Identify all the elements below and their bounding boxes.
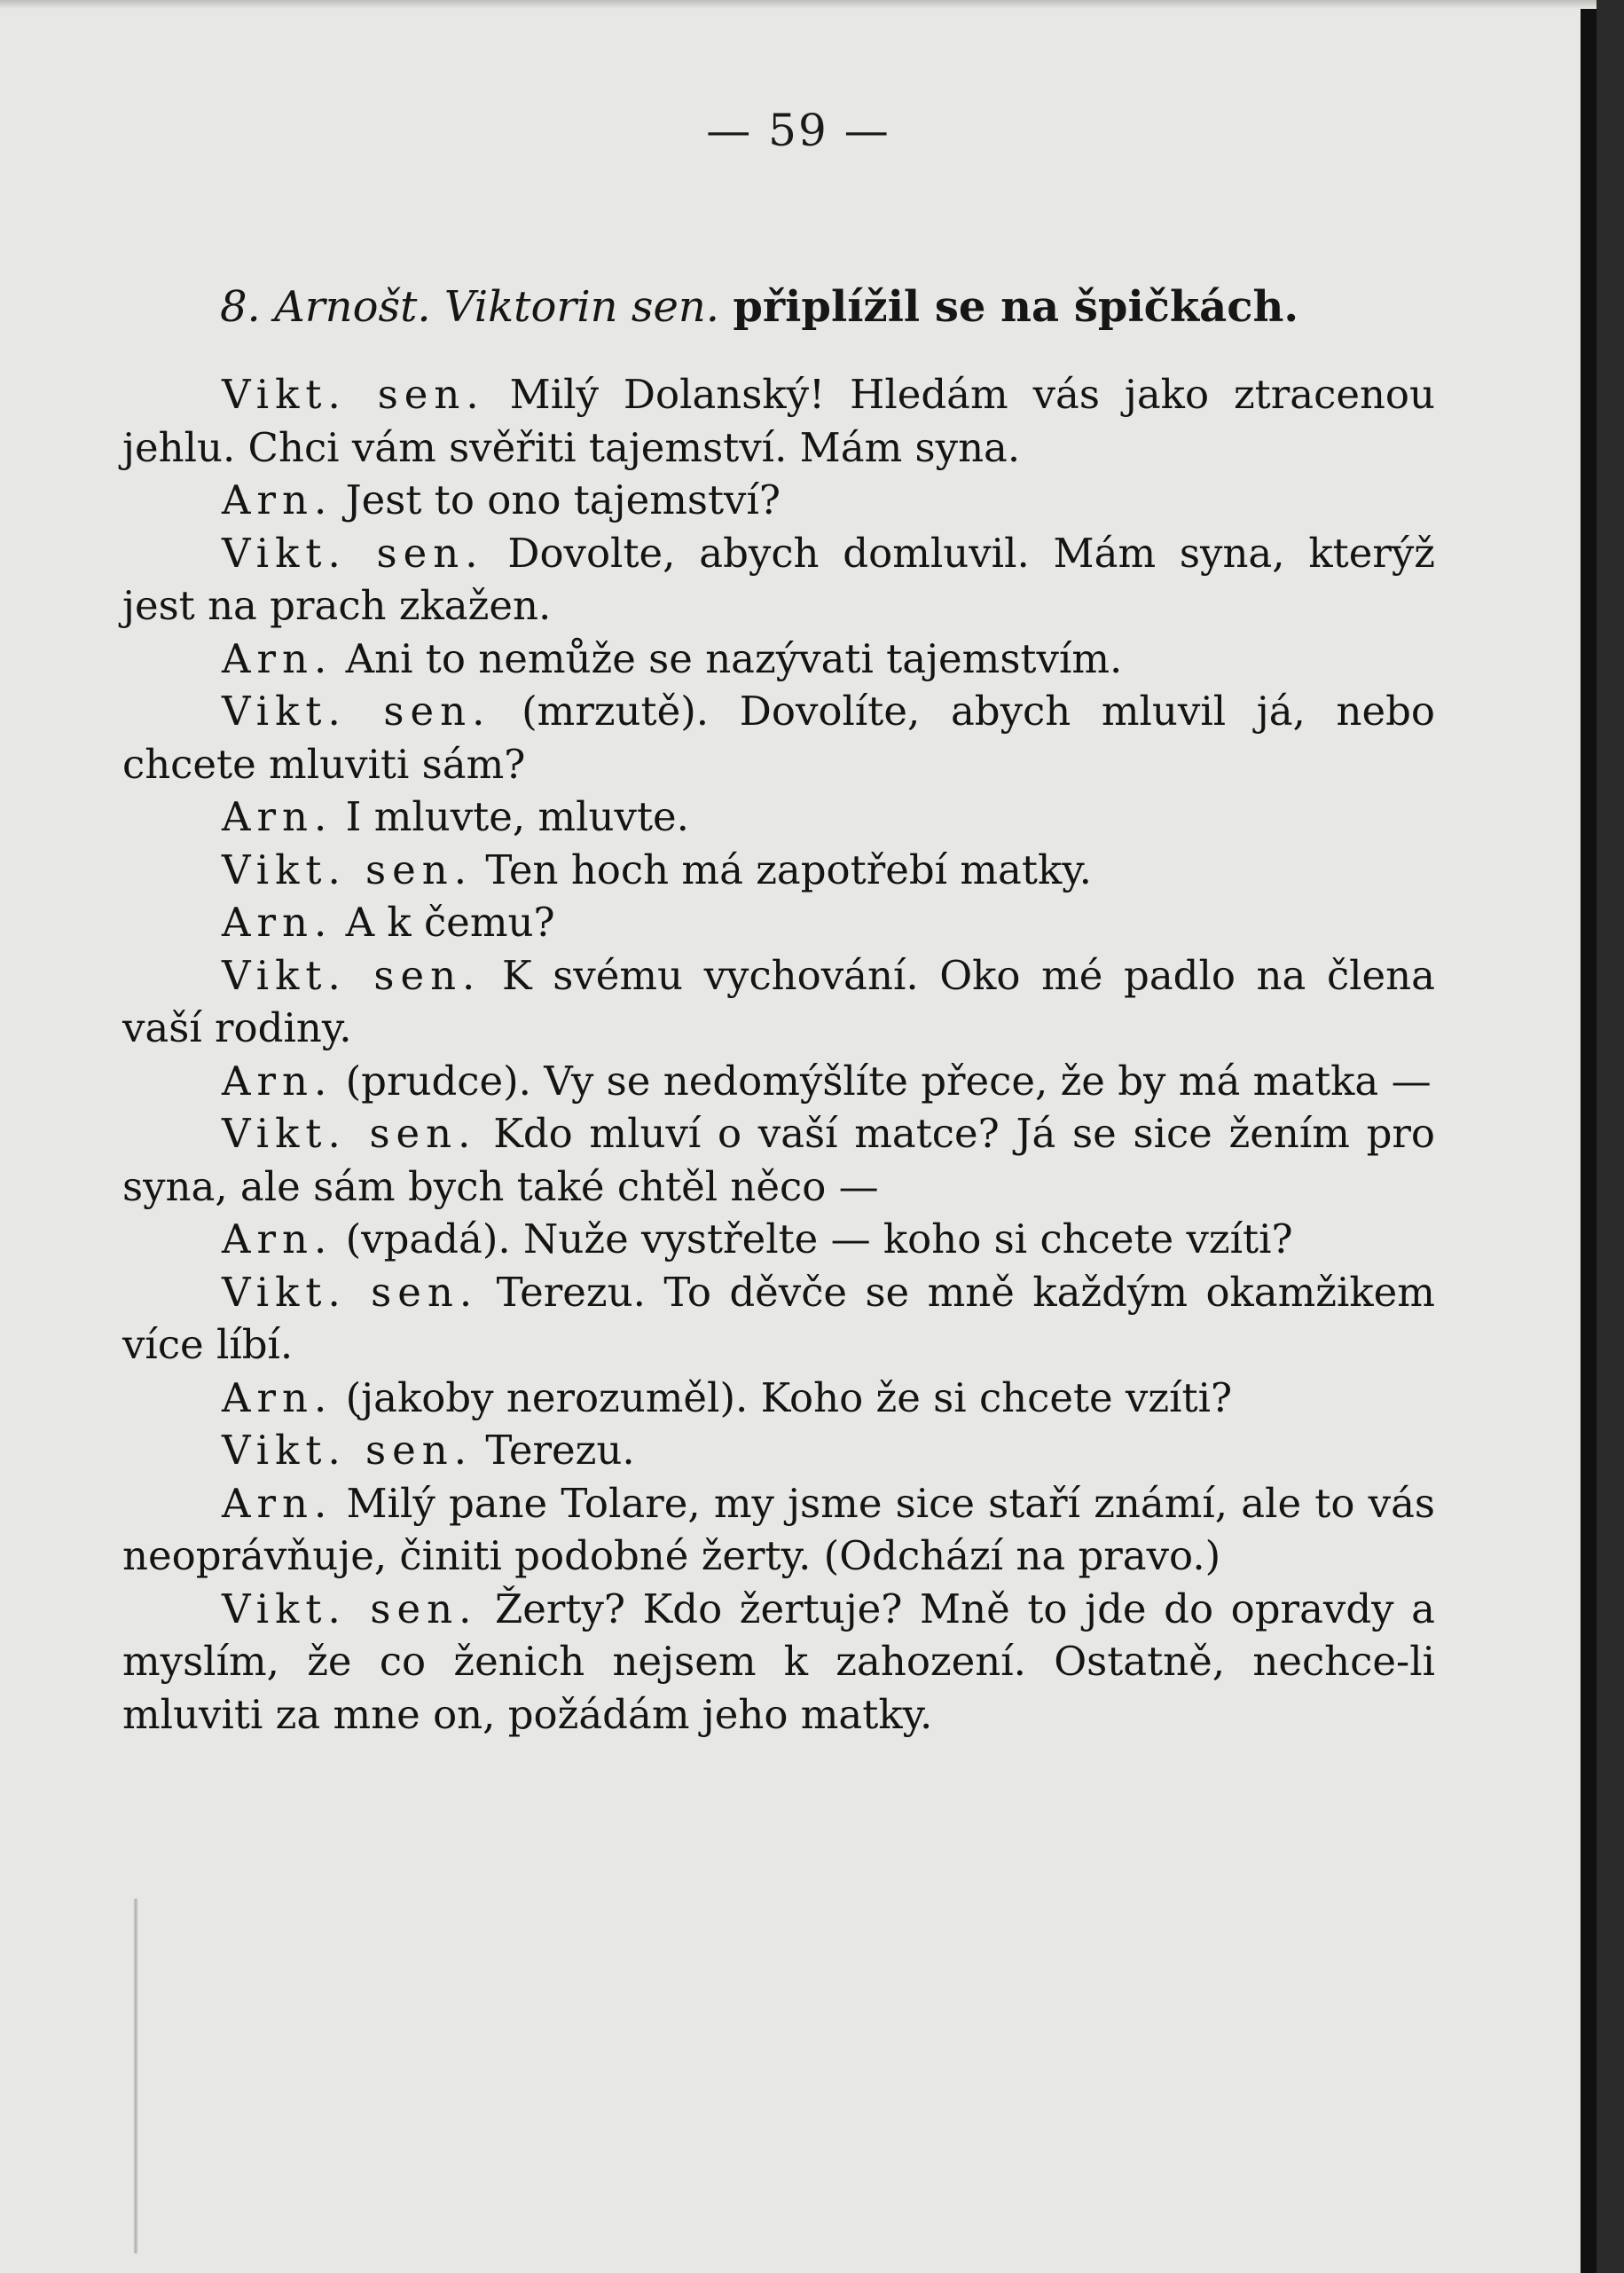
stage-direction: (prudce). xyxy=(345,1057,531,1105)
dialogue-text: Dovolte, abych domluvil. Mám syna, kterýž jest na prach zkažen. xyxy=(122,529,1435,629)
dialogue-text: Milý Dolanský! Hledám vás jako ztracenou jehlu. Chci vám svěřiti tajemství. Mám syna. xyxy=(122,371,1435,471)
dialogue-line xyxy=(122,474,1435,527)
dialogue-text: K svému vychování. Oko mé padlo na člena vaší rodiny. xyxy=(122,951,1435,1051)
scene-action: připlížil se na špičkách. xyxy=(733,282,1299,332)
dialogue-text: Nuže vystřelte — koho si chcete vzíti? xyxy=(523,1215,1293,1262)
scene-heading xyxy=(220,282,1298,332)
dialogue-line xyxy=(122,368,1435,474)
dialogue-text: Dovolíte, abych mluvil já, nebo chcete mluviti sám? xyxy=(122,688,1436,788)
stage-direction: (vpadá). xyxy=(345,1215,511,1262)
speaker-name: Arn. xyxy=(222,1373,333,1421)
speaker-name: Vikt. sen. xyxy=(222,371,485,418)
dialogue-line xyxy=(122,1107,1435,1213)
speaker-name: Arn. xyxy=(222,1057,333,1105)
dialogue-text: Jest to ono tajemství? xyxy=(345,476,781,523)
speaker-name: Arn. xyxy=(222,1479,333,1527)
speaker-name: Arn. xyxy=(222,899,333,946)
dialogue-line xyxy=(122,1424,1435,1477)
dialogue-text: Terezu. To děvče se mně každým okamžikem více líbí. xyxy=(122,1268,1435,1368)
dialogue-line xyxy=(122,527,1435,633)
speaker-name: Vikt. sen. xyxy=(222,688,491,735)
speaker-name: Vikt. sen. xyxy=(222,1268,479,1316)
page-number: — 59 — xyxy=(706,105,890,156)
dialogue-text: Vy se nedomýšlíte přece, že by má matka — xyxy=(544,1057,1432,1105)
dialogue-line xyxy=(122,1055,1435,1108)
speaker-name: Arn. xyxy=(222,476,333,523)
dialogue-line xyxy=(122,949,1435,1055)
stage-direction: (mrzutě). xyxy=(522,688,710,735)
dialogue-text: Ani to nemůže se nazývati tajemstvím. xyxy=(345,634,1123,682)
dialogue-line xyxy=(122,685,1435,790)
stage-direction: (jakoby nerozuměl). xyxy=(345,1373,749,1421)
scene-characters: Arnošt. Viktorin sen. xyxy=(274,282,720,332)
dialogue-text: Žerty? Kdo žertuje? Mně to jde do opravdy a myslím, že co ženich nejsem k zahození. Ostatně, nechce-li mluviti za mne on, požádám jeho matky. xyxy=(122,1585,1435,1738)
dialogue-text: Kdo mluví o vaší matce? Já se sice žením pro syna, ale sám bych také chtěl něco — xyxy=(122,1110,1435,1210)
dialogue-line xyxy=(122,1477,1435,1583)
speaker-name: Vikt. sen. xyxy=(222,1110,477,1157)
dialogue-line xyxy=(122,896,1435,949)
page-top-edge xyxy=(0,0,1597,9)
dialogue-body xyxy=(122,368,1435,1741)
dialogue-line xyxy=(122,1372,1435,1425)
dialogue-line xyxy=(122,1266,1435,1372)
speaker-name: Arn. xyxy=(222,1215,333,1262)
dialogue-text: A k čemu? xyxy=(345,899,555,946)
dialogue-text: Koho že si chcete vzíti? xyxy=(760,1373,1233,1421)
scene-number: 8. xyxy=(220,282,261,332)
speaker-name: Vikt. sen. xyxy=(222,1585,478,1632)
dialogue-text: Ten hoch má zapotřebí matky. xyxy=(485,845,1092,893)
dialogue-line xyxy=(122,1213,1435,1266)
speaker-name: Vikt. sen. xyxy=(222,845,474,893)
dialogue-line xyxy=(122,633,1435,686)
speaker-name: Vikt. sen. xyxy=(222,1427,474,1474)
dialogue-line xyxy=(122,790,1435,844)
dialogue-text: Terezu. xyxy=(485,1427,635,1474)
speaker-name: Vikt. sen. xyxy=(222,529,484,577)
dialogue-text: Milý pane Tolare, my jsme sice staří známí, ale to vás neoprávňuje, činiti podobné žerty. (Odchází na pravo.) xyxy=(122,1479,1435,1579)
speaker-name: Vikt. sen. xyxy=(222,951,482,999)
dialogue-line xyxy=(122,1583,1435,1742)
dialogue-text: I mluvte, mluvte. xyxy=(345,793,689,840)
speaker-name: Arn. xyxy=(222,634,333,682)
speaker-name: Arn. xyxy=(222,793,333,840)
page-crease xyxy=(133,1899,138,2253)
dialogue-line xyxy=(122,844,1435,897)
